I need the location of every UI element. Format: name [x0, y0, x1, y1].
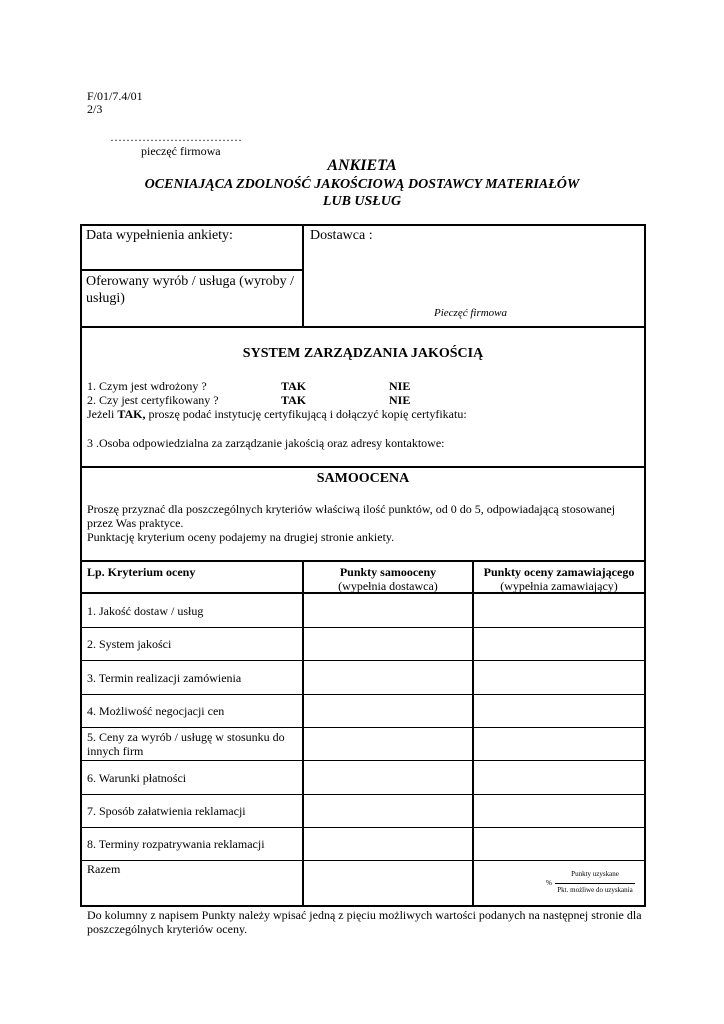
question-implemented: 1. Czym jest wdrożony ? — [87, 379, 207, 393]
top-box-divider — [302, 224, 304, 327]
page-number: 2/3 — [87, 102, 103, 116]
document-code: F/01/7.4/01 — [87, 89, 143, 103]
fraction-bar — [555, 883, 635, 884]
stamp-label: pieczęć firmowa — [141, 144, 221, 158]
row-line — [80, 727, 646, 728]
fraction-percent: % — [546, 879, 552, 887]
col-criterion-header: Lp. Kryterium oceny — [87, 565, 196, 579]
row-line — [80, 827, 646, 828]
quality-system-heading: SYSTEM ZARZĄDZANIA JAKOŚCIĄ — [242, 346, 484, 361]
section-divider-2 — [80, 466, 646, 468]
q1-yes: TAK — [281, 379, 307, 393]
question-responsible-person: 3 .Osoba odpowiedzialna za zarządzanie jakością oraz adresy kontaktowe: — [87, 436, 445, 450]
offered-product-label: Oferowany wyrób / usługa (wyroby / usługi) — [86, 274, 295, 306]
row-line — [80, 760, 646, 761]
total-label: Razem — [87, 862, 121, 876]
row-line — [80, 694, 646, 695]
table-col-divider-2 — [472, 561, 474, 906]
form-title: ANKIETA — [327, 157, 397, 174]
col-self-points-header: Punkty samooceny (wypełnia dostawca) — [338, 565, 438, 593]
form-subtitle-line1: OCENIAJĄCA ZDOLNOŚĆ JAKOŚCIOWĄ DOSTAWCY MATERIAŁÓW — [144, 177, 580, 192]
self-assessment-note: Punktację kryterium oceny podajemy na drugiej stronie ankiety. — [87, 530, 395, 544]
criterion-row-7: 7. Sposób załatwienia reklamacji — [87, 804, 246, 818]
form-subtitle-line2: LUB USŁUG — [322, 194, 402, 209]
footer-note: Do kolumny z napisem Punkty należy wpisać jedną z pięciu możliwych wartości podanych na następnej stronie dla poszczególnych kryteriów oceny. — [87, 908, 642, 936]
certificate-note: Jeżeli TAK, proszę podać instytucję certyfikującą i dołączyć kopię certyfikatu: — [87, 407, 467, 421]
fill-date-label: Data wypełnienia ankiety: — [86, 228, 233, 243]
row-line — [80, 627, 646, 628]
supplier-label: Dostawca : — [310, 228, 373, 243]
criterion-row-1: 1. Jakość dostaw / usług — [87, 604, 204, 618]
stamp-dots: …………………………… — [110, 130, 242, 144]
question-certified: 2. Czy jest certyfikowany ? — [87, 393, 219, 407]
self-assessment-instructions: Proszę przyznać dla poszczególnych kryteriów właściwą ilość punktów, od 0 do 5, odpowiadającą stosowanej przez Was praktyce. — [87, 502, 616, 530]
row-line — [80, 660, 646, 661]
fraction-numerator: Punkty uzyskane — [571, 870, 619, 878]
criterion-row-6: 6. Warunki płatności — [87, 771, 187, 785]
criterion-row-4: 4. Możliwość negocjacji cen — [87, 704, 225, 718]
q2-yes: TAK — [281, 393, 307, 407]
section-divider — [80, 326, 646, 328]
top-box-hline — [80, 269, 304, 271]
q2-no: NIE — [389, 393, 411, 407]
criterion-row-3: 3. Termin realizacji zamówienia — [87, 671, 242, 685]
fraction-denominator: Pkt. możliwe do uzyskania — [557, 886, 633, 894]
table-top-line — [80, 560, 646, 562]
row-line — [80, 794, 646, 795]
criterion-row-8: 8. Terminy rozpatrywania reklamacji — [87, 837, 265, 851]
q1-no: NIE — [389, 379, 411, 393]
self-assessment-heading: SAMOOCENA — [316, 471, 410, 486]
criterion-row-2: 2. System jakości — [87, 637, 172, 651]
col-buyer-points-header: Punkty oceny zamawiającego (wypełnia zamawiający) — [483, 565, 635, 593]
criterion-row-5: 5. Ceny za wyrób / usługę w stosunku do innych firm — [87, 730, 285, 758]
company-stamp-note: Pieczęć firmowa — [434, 307, 508, 319]
row-line — [80, 860, 646, 861]
table-col-divider-1 — [302, 561, 304, 906]
